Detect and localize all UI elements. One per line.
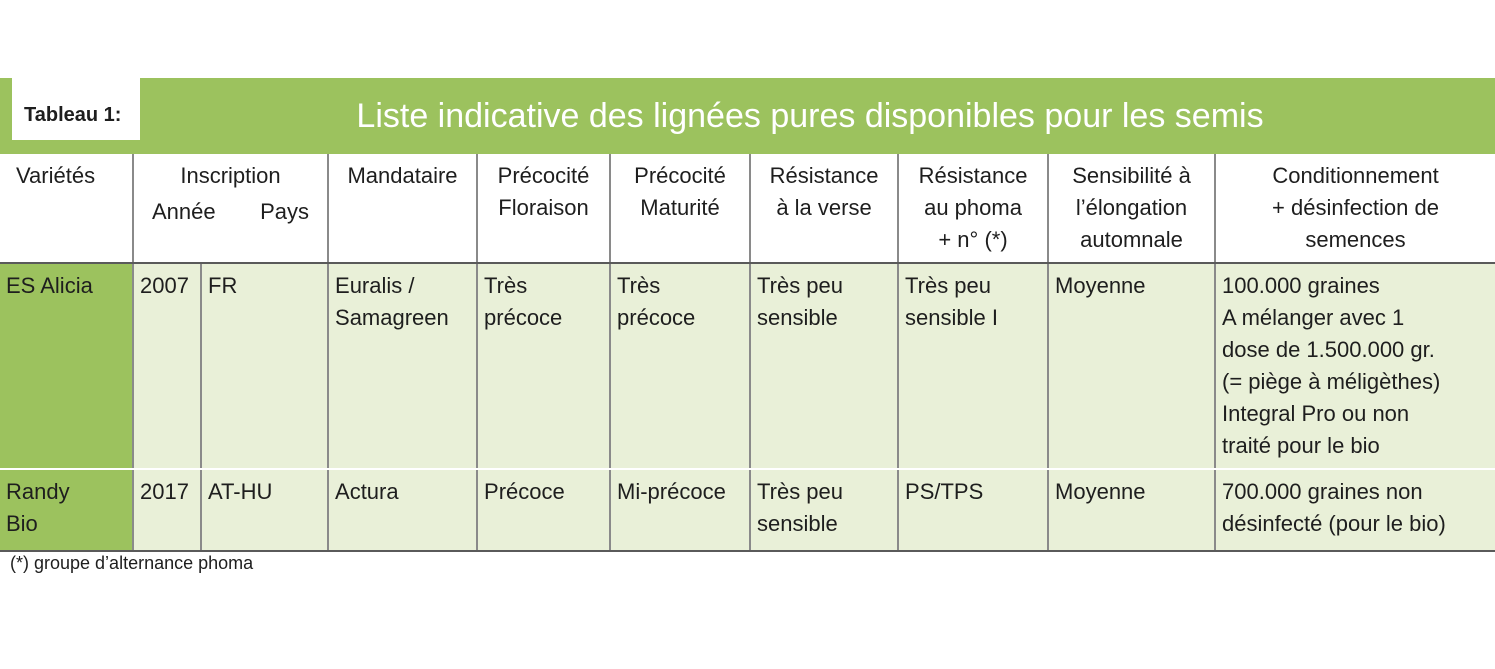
- table-row: [0, 263, 1495, 469]
- cell-maturite: Mi-précoce: [610, 469, 750, 551]
- header-precocite-maturite: Précocité Maturité: [610, 154, 750, 263]
- cell-pays: FR: [201, 263, 328, 469]
- header-precocite-floraison: Précocité Floraison: [477, 154, 610, 263]
- cell-phoma: PS/TPS: [898, 469, 1048, 551]
- header-sensibilite: Sensibilité à l’élongation automnale: [1048, 154, 1215, 263]
- header-resistance-phoma: Résistance au phoma + n° (*): [898, 154, 1048, 263]
- header-varietes: Variétés: [0, 154, 133, 263]
- header-mandataire: Mandataire: [328, 154, 477, 263]
- cell-conditionnement: 700.000 graines non désinfecté (pour le bio): [1215, 469, 1495, 551]
- cell-phoma: Très peu sensible I: [898, 263, 1048, 469]
- cell-floraison: Précoce: [477, 469, 610, 551]
- cell-conditionnement: 100.000 graines A mélanger avec 1 dose de 1.500.000 gr. (= piège à méligèthes) Integral Pro ou non traité pour le bio: [1215, 263, 1495, 469]
- header-pays: Pays: [260, 199, 310, 224]
- cell-sensibilite: Moyenne: [1048, 263, 1215, 469]
- cell-verse: Très peu sensible: [750, 263, 898, 469]
- cell-floraison: Très précoce: [477, 263, 610, 469]
- header-inscription: Inscription Année Pays: [133, 154, 328, 263]
- table-title: Liste indicative des lignées pures disponibles pour les semis: [356, 97, 1264, 135]
- header-row: [0, 154, 1495, 263]
- footnote: (*) groupe d’alternance phoma: [10, 553, 254, 573]
- cell-variete: ES Alicia: [0, 263, 133, 469]
- table-row: [0, 469, 1495, 551]
- header-annee: Année: [152, 199, 216, 224]
- header-conditionnement: Conditionnement + désinfection de semences: [1215, 154, 1495, 263]
- cell-mandataire: Actura: [328, 469, 477, 551]
- header-resistance-verse: Résistance à la verse: [750, 154, 898, 263]
- cell-maturite: Très précoce: [610, 263, 750, 469]
- cell-mandataire: Euralis / Samagreen: [328, 263, 477, 469]
- cell-sensibilite: Moyenne: [1048, 469, 1215, 551]
- cell-annee: 2007: [133, 263, 201, 469]
- cell-variete: Randy Bio: [0, 469, 133, 551]
- table-label: Tableau 1:: [12, 60, 140, 140]
- cell-annee: 2017: [133, 469, 201, 551]
- cell-verse: Très peu sensible: [750, 469, 898, 551]
- varieties-table: [0, 154, 1495, 552]
- cell-pays: AT-HU: [201, 469, 328, 551]
